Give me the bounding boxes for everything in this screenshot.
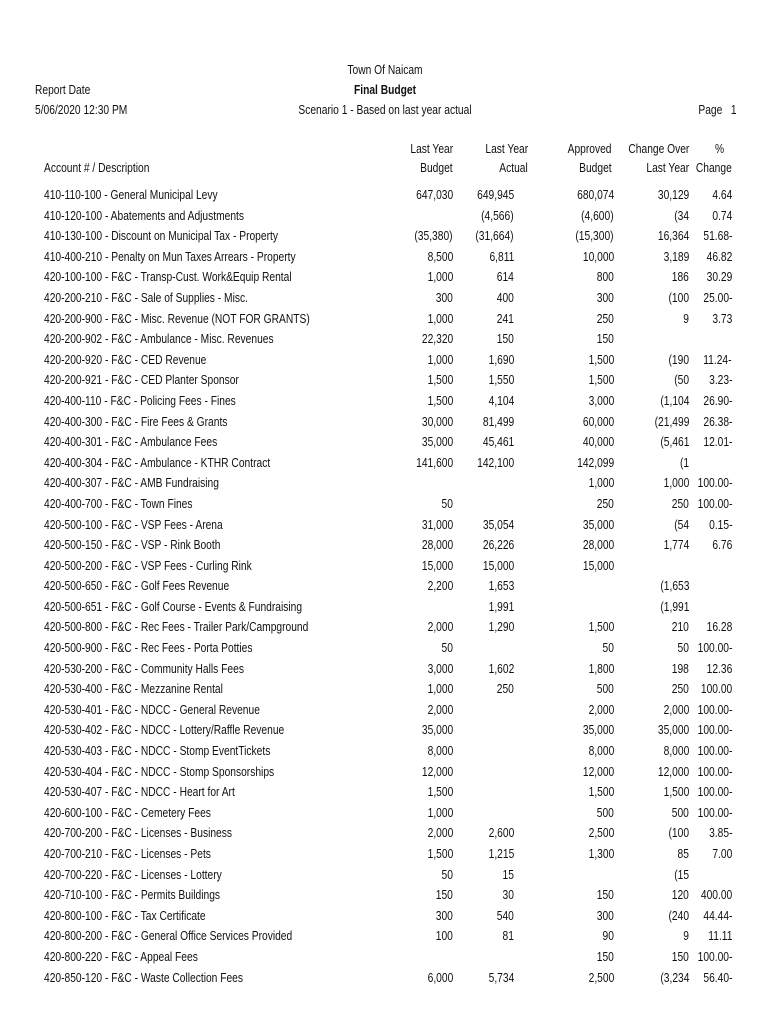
last-year-actual-value: 1,290 [488,620,514,635]
last-year-actual-value: 649,945 [476,188,514,202]
col-header-approved-budget-1: Approved [568,142,612,156]
last-year-actual-value: 15,000 [482,558,514,573]
last-year-actual-value: 5,734 [488,970,514,985]
table-row [0,432,770,453]
account-description: 420-850-120 - F&C - Waste Collection Fees [44,970,244,985]
approved-budget-value: 1,500 [588,352,614,367]
change-over-value: (54 [674,517,689,532]
last-year-actual-value: 614 [496,270,514,285]
pct-change-value: 100.00- [697,496,732,511]
approved-budget-value: 2,500 [588,826,614,841]
account-description: 410-120-100 - Abatements and Adjustments [44,208,245,223]
pct-change-value: 11.24- [703,352,732,367]
pct-change-value: 3.23- [708,373,732,388]
last-year-actual-value: 1,690 [488,352,514,367]
last-year-budget-value: 15,000 [421,558,453,573]
last-year-budget-value: 2,200 [427,579,453,594]
change-over-value: 12,000 [657,764,689,779]
change-over-value: 1,500 [663,785,689,800]
change-over-value: (15 [674,867,689,882]
table-row [0,185,770,206]
change-over-value: 150 [671,949,689,964]
change-over-value: (3,234 [659,970,689,985]
col-header-last-year-actual-2: Actual [499,161,528,175]
pct-change-value: 30.29 [706,270,732,285]
last-year-actual-value: 1,653 [488,579,514,594]
account-description: 420-400-300 - F&C - Fire Fees & Grants [44,414,228,429]
last-year-budget-value: 150 [435,888,453,903]
change-over-value: 500 [671,805,689,820]
account-description: 420-400-301 - F&C - Ambulance Fees [44,435,218,450]
table-row [0,309,770,330]
last-year-actual-value: 241 [496,311,514,326]
account-description: 420-530-401 - F&C - NDCC - General Revenue [44,702,260,717]
last-year-actual-value: 1,215 [488,847,514,861]
last-year-budget-value: (35,380) [414,229,453,244]
pct-change-value: 100.00- [697,785,732,800]
change-over-value: 250 [671,496,689,511]
change-over-value: (100 [668,826,689,841]
last-year-actual-value: 26,226 [482,538,514,553]
change-over-value: 1,774 [663,538,689,553]
change-over-value: (1,991 [659,599,689,614]
last-year-budget-value: 31,000 [421,517,453,532]
change-over-value: 3,189 [663,249,689,264]
pct-change-value: 100.00- [697,476,732,491]
last-year-budget-value: 1,500 [427,847,453,861]
approved-budget-value: 500 [596,805,614,820]
page-label: Page [698,103,723,117]
budget-table-body [0,185,770,988]
account-description: 420-700-210 - F&C - Licenses - Pets [44,847,211,861]
last-year-budget-value: 100 [435,929,453,944]
last-year-budget-value: 2,000 [427,826,453,841]
table-row [0,659,770,680]
table-row [0,370,770,391]
last-year-actual-value: 540 [496,908,514,923]
last-year-budget-value: 50 [441,867,453,882]
account-description: 420-500-100 - F&C - VSP Fees - Arena [44,517,223,532]
table-row [0,865,770,886]
last-year-budget-value: 3,000 [427,661,453,676]
table-row [0,412,770,433]
last-year-actual-value: 400 [496,290,514,305]
pct-change-value: 7.00 [712,847,732,861]
last-year-budget-value: 50 [441,496,453,511]
approved-budget-value: 1,300 [588,847,614,861]
pct-change-value: 100.00- [697,641,732,656]
table-row [0,329,770,350]
change-over-value: (5,461 [659,435,689,450]
account-description: 410-110-100 - General Municipal Levy [44,188,218,202]
change-over-value: (34 [674,208,689,223]
pct-change-value: 100.00- [697,949,732,964]
last-year-actual-value: 1,550 [488,373,514,388]
approved-budget-value: 1,800 [588,661,614,676]
report-title: Final Budget [353,83,417,97]
last-year-actual-value: 35,054 [482,517,514,532]
column-headers [0,140,770,180]
account-description: 420-800-220 - F&C - Appeal Fees [44,949,198,964]
col-header-description: Account # / Description [44,161,150,175]
table-row [0,576,770,597]
table-row [0,885,770,906]
account-description: 420-400-700 - F&C - Town Fines [44,496,193,511]
account-description: 410-130-100 - Discount on Municipal Tax - Property [44,229,278,244]
approved-budget-value: 2,000 [588,702,614,717]
pct-change-value: 16.28 [706,620,732,635]
last-year-actual-value: 2,600 [488,826,514,841]
account-description: 420-800-100 - F&C - Tax Certificate [44,908,206,923]
last-year-budget-value: 141,600 [415,455,453,470]
table-row [0,494,770,515]
account-description: 420-200-902 - F&C - Ambulance - Misc. Revenues [44,332,274,347]
change-over-value: (1,653 [659,579,689,594]
change-over-value: 16,364 [657,229,689,244]
approved-budget-value: 300 [596,908,614,923]
pct-change-value: 12.01- [702,435,732,450]
last-year-budget-value: 300 [435,290,453,305]
pct-change-value: 100.00- [697,723,732,738]
last-year-budget-value: 22,320 [421,332,453,347]
pct-change-value: 56.40- [702,970,732,985]
pct-change-value: 100.00- [697,805,732,820]
last-year-budget-value: 300 [435,908,453,923]
account-description: 420-500-650 - F&C - Golf Fees Revenue [44,579,230,594]
table-row [0,906,770,927]
change-over-value: 250 [671,682,689,697]
approved-budget-value: (4,600) [581,208,614,223]
pct-change-value: 4.64 [712,188,732,202]
last-year-actual-value: 250 [496,682,514,697]
table-row [0,617,770,638]
account-description: 420-100-100 - F&C - Transp-Cust. Work&Equip Rental [44,270,292,285]
account-description: 420-200-921 - F&C - CED Planter Sponsor [44,373,239,388]
pct-change-value: 100.00- [697,702,732,717]
approved-budget-value: 1,500 [588,373,614,388]
account-description: 420-700-200 - F&C - Licenses - Business [44,826,233,841]
account-description: 420-600-100 - F&C - Cemetery Fees [44,805,211,820]
last-year-actual-value: 81 [502,929,514,944]
last-year-budget-value: 1,000 [427,311,453,326]
last-year-budget-value: 1,500 [427,373,453,388]
pct-change-value: 0.74 [712,208,732,223]
col-header-last-year-budget-2: Budget [420,161,453,175]
last-year-actual-value: 15 [502,867,514,882]
table-row [0,206,770,227]
account-description: 420-530-400 - F&C - Mezzanine Rental [44,682,223,697]
approved-budget-value: 50 [602,641,614,656]
report-date-value: 5/06/2020 12:30 PM [35,103,128,117]
change-over-value: (190 [668,352,689,367]
pct-change-value: 100.00 [700,682,732,697]
change-over-value: (240 [668,908,689,923]
last-year-actual-value: 81,499 [482,414,514,429]
pct-change-value: 26.90- [702,393,732,408]
change-over-value: 85 [677,847,689,861]
approved-budget-value: 15,000 [582,558,614,573]
pct-change-value: 0.15- [708,517,732,532]
change-over-value: 198 [671,661,689,676]
change-over-value: 120 [671,888,689,903]
table-row [0,679,770,700]
approved-budget-value: 150 [596,949,614,964]
change-over-value: 186 [671,270,689,285]
pct-change-value: 6.76 [712,538,732,553]
account-description: 420-400-304 - F&C - Ambulance - KTHR Contract [44,455,271,470]
pct-change-value: 400.00 [700,888,732,903]
approved-budget-value: 1,500 [588,785,614,800]
last-year-budget-value: 1,000 [427,805,453,820]
col-header-last-year-actual-1: Last Year [485,142,528,156]
pct-change-value: 46.82 [706,249,732,264]
pct-change-value: 12.36 [706,661,732,676]
pct-change-value: 44.44- [702,908,732,923]
approved-budget-value: 150 [596,332,614,347]
last-year-budget-value: 1,000 [427,682,453,697]
account-description: 420-500-651 - F&C - Golf Course - Events & Fundraising [44,599,303,614]
approved-budget-value: 90 [602,929,614,944]
table-row [0,782,770,803]
table-row [0,473,770,494]
last-year-budget-value: 1,500 [427,393,453,408]
table-row [0,515,770,536]
col-header-pct-change-1: % [714,142,724,156]
last-year-actual-value: 150 [496,332,514,347]
change-over-value: 1,000 [663,476,689,491]
change-over-value: (1,104 [659,393,689,408]
change-over-value: 35,000 [657,723,689,738]
account-description: 420-500-150 - F&C - VSP - Rink Booth [44,538,221,553]
last-year-budget-value: 1,000 [427,270,453,285]
last-year-budget-value: 2,000 [427,702,453,717]
col-header-last-year-budget-1: Last Year [410,142,453,156]
pct-change-value: 100.00- [697,764,732,779]
account-description: 420-700-220 - F&C - Licenses - Lottery [44,867,222,882]
approved-budget-value: 500 [596,682,614,697]
change-over-value: 30,129 [657,188,689,202]
approved-budget-value: 250 [596,496,614,511]
table-row [0,700,770,721]
approved-budget-value: 12,000 [582,764,614,779]
approved-budget-value: 8,000 [588,744,614,759]
table-row [0,638,770,659]
last-year-budget-value: 30,000 [421,414,453,429]
change-over-value: 210 [671,620,689,635]
account-description: 420-530-404 - F&C - NDCC - Stomp Sponsorships [44,764,275,779]
account-description: 420-200-920 - F&C - CED Revenue [44,352,207,367]
last-year-actual-value: 30 [502,888,514,903]
table-row [0,535,770,556]
account-description: 420-400-307 - F&C - AMB Fundraising [44,476,219,491]
table-row [0,556,770,577]
approved-budget-value: 28,000 [582,538,614,553]
account-description: 420-500-800 - F&C - Rec Fees - Trailer Park/Campground [44,620,309,635]
town-name: Town Of Naicam [347,63,423,77]
account-description: 410-400-210 - Penalty on Mun Taxes Arrears - Property [44,249,296,264]
account-description: 420-530-402 - F&C - NDCC - Lottery/Raffle Revenue [44,723,285,738]
change-over-value: 9 [683,311,689,326]
table-row [0,926,770,947]
pct-change-value: 100.00- [697,744,732,759]
change-over-value: 2,000 [663,702,689,717]
change-over-value: (21,499 [654,414,689,429]
approved-budget-value: (15,300) [575,229,614,244]
scenario-label: Scenario 1 - Based on last year actual [298,103,472,117]
approved-budget-value: 800 [596,270,614,285]
table-row [0,226,770,247]
table-row [0,247,770,268]
col-header-approved-budget-2: Budget [579,161,612,175]
account-description: 420-530-407 - F&C - NDCC - Heart for Art [44,785,235,800]
last-year-budget-value: 6,000 [427,970,453,985]
table-row [0,267,770,288]
table-row [0,288,770,309]
change-over-value: 50 [677,641,689,656]
approved-budget-value: 300 [596,290,614,305]
change-over-value: (50 [674,373,689,388]
approved-budget-value: 680,074 [576,188,614,202]
table-row [0,968,770,989]
approved-budget-value: 1,000 [588,476,614,491]
account-description: 420-200-210 - F&C - Sale of Supplies - Misc. [44,290,248,305]
col-header-change-over-2: Last Year [646,161,689,175]
last-year-actual-value: 1,991 [488,599,514,614]
approved-budget-value: 35,000 [582,517,614,532]
account-description: 420-800-200 - F&C - General Office Services Provided [44,929,293,944]
table-row [0,823,770,844]
last-year-actual-value: 4,104 [488,393,514,408]
last-year-actual-value: (4,566) [481,208,514,223]
pct-change-value: 3.73 [712,311,732,326]
approved-budget-value: 1,500 [588,620,614,635]
approved-budget-value: 40,000 [582,435,614,450]
account-description: 420-530-200 - F&C - Community Halls Fees [44,661,244,676]
account-description: 420-530-403 - F&C - NDCC - Stomp EventTickets [44,744,271,759]
table-row [0,391,770,412]
pct-change-value: 11.11 [707,929,732,944]
account-description: 420-200-900 - F&C - Misc. Revenue (NOT FOR GRANTS) [44,311,310,326]
pct-change-value: 25.00- [702,290,732,305]
last-year-actual-value: (31,664) [475,229,514,244]
account-description: 420-500-900 - F&C - Rec Fees - Porta Potties [44,641,253,656]
table-row [0,803,770,824]
last-year-budget-value: 35,000 [421,723,453,738]
account-description: 420-710-100 - F&C - Permits Buildings [44,888,221,903]
last-year-budget-value: 647,030 [415,188,453,202]
approved-budget-value: 2,500 [588,970,614,985]
table-row [0,597,770,618]
col-header-change-over-1: Change Over [628,142,689,156]
approved-budget-value: 142,099 [576,455,614,470]
change-over-value: 9 [683,929,689,944]
approved-budget-value: 3,000 [588,393,614,408]
col-header-pct-change-2: Change [696,161,732,175]
report-date-block [35,80,127,120]
last-year-actual-value: 6,811 [489,249,514,264]
last-year-budget-value: 8,000 [427,744,453,759]
table-row [0,762,770,783]
last-year-budget-value: 12,000 [421,764,453,779]
change-over-value: (1 [679,455,689,470]
page-indicator [699,100,737,120]
last-year-budget-value: 1,000 [427,352,453,367]
pct-change-value: 26.38- [702,414,732,429]
table-row [0,453,770,474]
last-year-actual-value: 142,100 [476,455,514,470]
table-row [0,350,770,371]
page-number: 1 [731,103,737,117]
last-year-budget-value: 1,500 [427,785,453,800]
last-year-budget-value: 35,000 [421,435,453,450]
approved-budget-value: 60,000 [582,414,614,429]
last-year-budget-value: 50 [441,641,453,656]
approved-budget-value: 10,000 [582,249,614,264]
last-year-actual-value: 1,602 [488,661,514,676]
approved-budget-value: 35,000 [582,723,614,738]
pct-change-value: 51.68- [702,229,732,244]
last-year-budget-value: 28,000 [421,538,453,553]
last-year-actual-value: 45,461 [482,435,514,450]
table-row [0,947,770,968]
approved-budget-value: 150 [596,888,614,903]
table-row [0,844,770,865]
change-over-value: 8,000 [663,744,689,759]
change-over-value: (100 [668,290,689,305]
account-description: 420-500-200 - F&C - VSP Fees - Curling Rink [44,558,252,573]
report-date-label: Report Date [35,83,91,97]
approved-budget-value: 250 [596,311,614,326]
account-description: 420-400-110 - F&C - Policing Fees - Fines [44,393,236,408]
table-row [0,741,770,762]
pct-change-value: 3.85- [708,826,732,841]
last-year-budget-value: 2,000 [427,620,453,635]
last-year-budget-value: 8,500 [427,249,453,264]
table-row [0,720,770,741]
